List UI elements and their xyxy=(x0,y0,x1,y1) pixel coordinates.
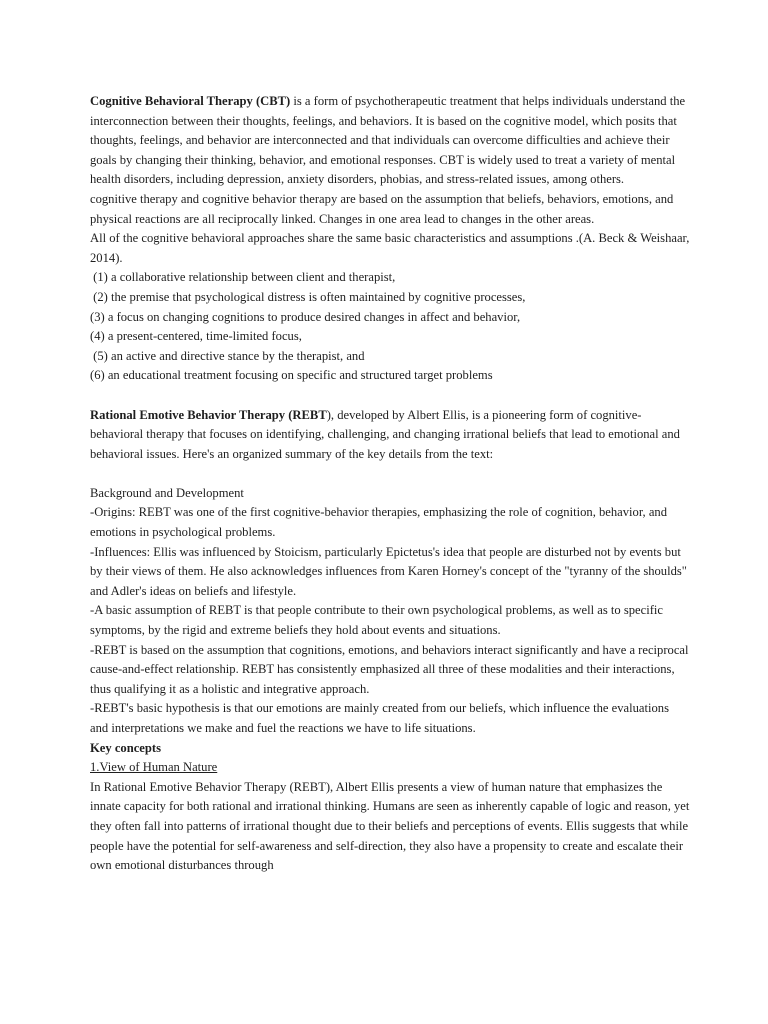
cbt-paragraph-2: cognitive therapy and cognitive behavior therapy are based on the assumption that beliefs, behaviors, emotions, and physical reactions are all reciprocally linked. Changes in one area lead to changes in the other areas. xyxy=(90,191,677,226)
cbt-list-item-1: (1) a collaborative relationship between client and therapist, xyxy=(90,270,396,285)
cbt-intro-paragraph xyxy=(90,92,690,190)
rebt-intro-text: ), developed by Albert Ellis, is a pioneering form of cognitive-behavioral therapy that focuses on identifying, challenging, and changing irrational beliefs that lead to emotional and behavioral issues. Here's an organized summary of the key details from the text: xyxy=(90,407,684,461)
cbt-term: Cognitive Behavioral Therapy (CBT) xyxy=(90,94,291,108)
background-item-interaction: -REBT is based on the assumption that cognitions, emotions, and behaviors interact significantly and have a reciprocal cause-and-effect relationship. REBT has consistently emphasized all three of these modalities and their interactions, thus qualifying it as a holistic and integrative approach. xyxy=(90,642,692,696)
cbt-intro-text: is a form of psychotherapeutic treatment that helps individuals understand the interconnection between their thoughts, feelings, and behaviors. It is based on the cognitive model, which posits that thoughts, feelings, and behavior are interconnected and that individuals can overcome difficulties and achieve their goals by changing their thinking, behavior, and emotional responses. CBT is widely used to treat a variety of mental health disorders, including depression, anxiety disorders, phobias, and stress-related issues, among others. xyxy=(90,94,689,187)
background-item-hypothesis: -REBT's basic hypothesis is that our emotions are mainly created from our beliefs, which influence the evaluations and interpretations we make and fuel the reactions we have to life situations. xyxy=(90,701,673,735)
cbt-list-item-6: (6) an educational treatment focusing on specific and structured target problems xyxy=(90,368,493,383)
cbt-list-item-3: (3) a focus on changing cognitions to produce desired changes in affect and behavior, xyxy=(90,309,521,324)
rebt-term: Rational Emotive Behavior Therapy (REBT xyxy=(90,407,327,422)
background-item-influences: -Influences: Ellis was influenced by Stoicism, particularly Epictetus's idea that people are disturbed not by events but by their views of them. He also acknowledges influences from Karen Horney's concept of the "tyranny of the shoulds" and Adler's ideas on beliefs and lifestyle. xyxy=(90,544,691,598)
rebt-intro-paragraph xyxy=(90,406,690,465)
paragraph-gap xyxy=(90,464,690,484)
cbt-list-item-2: (2) the premise that psychological distress is often maintained by cognitive processes, xyxy=(90,289,526,304)
cbt-list-item-5: (5) an active and directive stance by the therapist, and xyxy=(90,348,365,363)
paragraph-gap xyxy=(90,386,690,406)
key-concepts-heading: Key concepts xyxy=(90,740,161,755)
cbt-paragraph-3: All of the cognitive behavioral approaches share the same basic characteristics and assumptions .(A. Beck & Weishaar, 2014). xyxy=(90,231,693,265)
background-item-origins: -Origins: REBT was one of the first cognitive-behavior therapies, emphasizing the role of cognition, behavior, and emotions in psychological problems. xyxy=(90,505,671,540)
background-heading: Background and Development xyxy=(90,485,244,500)
view-of-human-nature-heading: 1.View of Human Nature xyxy=(90,760,218,775)
cbt-list-item-4: (4) a present-centered, time-limited focus, xyxy=(90,329,302,344)
view-of-human-nature-text: In Rational Emotive Behavior Therapy (REBT), Albert Ellis presents a view of human nature that emphasizes the innate capacity for both rational and irrational thinking. Humans are seen as inherently capable of logic and reason, yet they often fall into patterns of irrational thought due to their beliefs and perceptions of events. Ellis suggests that while people have the potential for self-awareness and self-direction, they also have a propensity to create and escalate their own emotional disturbances through xyxy=(90,779,693,873)
background-item-assumption: -A basic assumption of REBT is that people contribute to their own psychological problems, as well as to specific symptoms, by the rigid and extreme beliefs they hold about events and situations. xyxy=(90,603,667,638)
document-page xyxy=(90,92,693,876)
